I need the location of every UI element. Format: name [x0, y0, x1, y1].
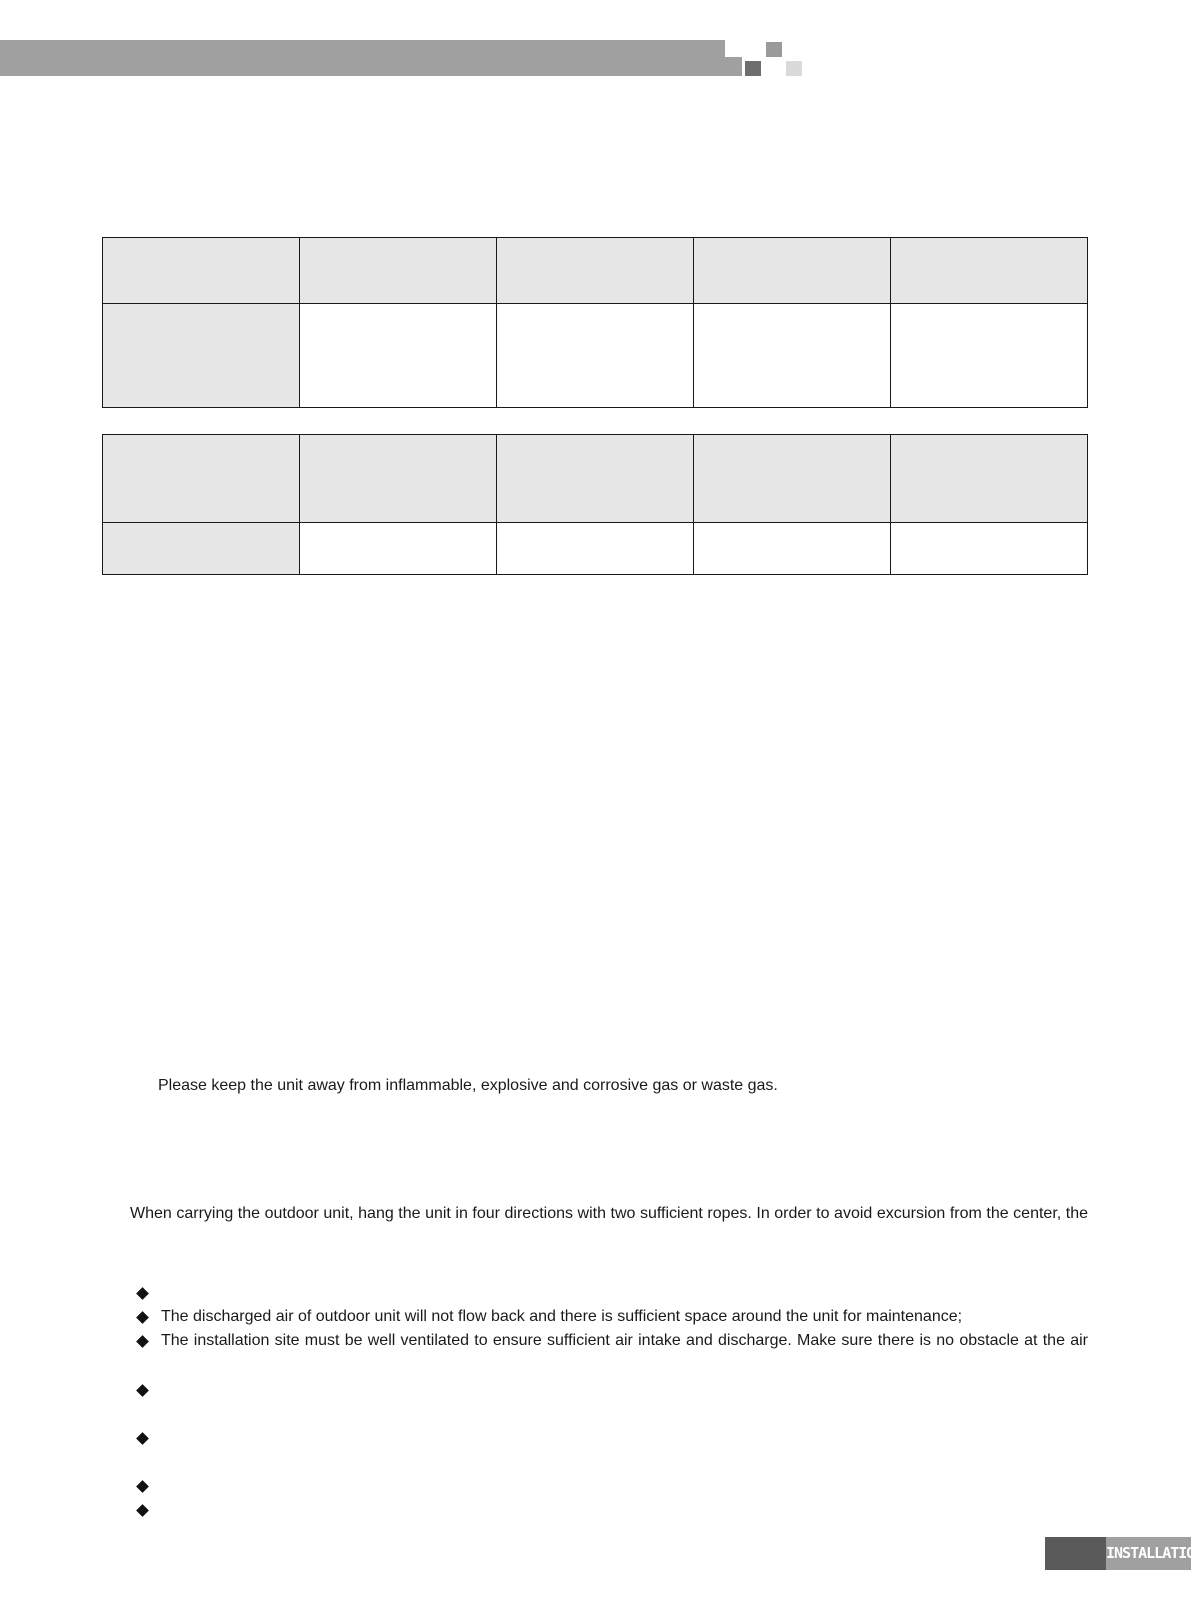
- table-cell: [694, 523, 891, 575]
- spec-table-2: [102, 434, 1088, 575]
- diamond-bullet-icon: [136, 1504, 149, 1517]
- table-cell: [694, 435, 891, 523]
- diamond-bullet-icon: [136, 1335, 149, 1348]
- carrying-text: When carrying the outdoor unit, hang the unit in four directions with two sufficient ropes. In order to avoid excursion from the center, the: [130, 1205, 1088, 1222]
- bullet-text: The discharged air of outdoor unit will not flow back and there is sufficient space around the unit for maintenance;: [161, 1308, 963, 1325]
- table-cell: [300, 435, 497, 523]
- table-cell: [694, 304, 891, 408]
- header-square: [745, 61, 761, 76]
- footer-page-block: [1045, 1537, 1106, 1570]
- table-row: [103, 238, 1088, 304]
- header-square: [766, 42, 782, 57]
- header-bar: [0, 40, 742, 76]
- table-cell: [103, 435, 300, 523]
- table-cell: [300, 238, 497, 304]
- diamond-bullet-icon: [136, 1311, 149, 1324]
- table-cell: [497, 238, 694, 304]
- diamond-bullet-icon: [136, 1480, 149, 1493]
- diamond-bullet-icon: [136, 1432, 149, 1445]
- table-cell: [891, 435, 1088, 523]
- table-cell: [103, 238, 300, 304]
- table-cell: [891, 304, 1088, 408]
- bullet-text: The installation site must be well ventilated to ensure sufficient air intake and discharge. Make sure there is no obstacle at the air: [161, 1332, 1088, 1349]
- table-cell: [694, 238, 891, 304]
- table-cell: [103, 523, 300, 575]
- table-cell: [300, 304, 497, 408]
- spec-table-1: [102, 237, 1088, 408]
- header-square: [786, 61, 802, 76]
- table-cell: [891, 238, 1088, 304]
- table-cell: [497, 304, 694, 408]
- warning-text: Please keep the unit away from inflammable, explosive and corrosive gas or waste gas.: [158, 1077, 778, 1094]
- table-row: [103, 435, 1088, 523]
- footer-section-label: INSTALLATION: [1106, 1537, 1191, 1570]
- table-cell: [891, 523, 1088, 575]
- table-row: [103, 304, 1088, 408]
- table-cell: [497, 435, 694, 523]
- diamond-bullet-icon: [136, 1384, 149, 1397]
- table-cell: [300, 523, 497, 575]
- diamond-bullet-icon: [136, 1287, 149, 1300]
- header-square: [725, 40, 742, 57]
- table-cell: [103, 304, 300, 408]
- table-cell: [497, 523, 694, 575]
- table-row: [103, 523, 1088, 575]
